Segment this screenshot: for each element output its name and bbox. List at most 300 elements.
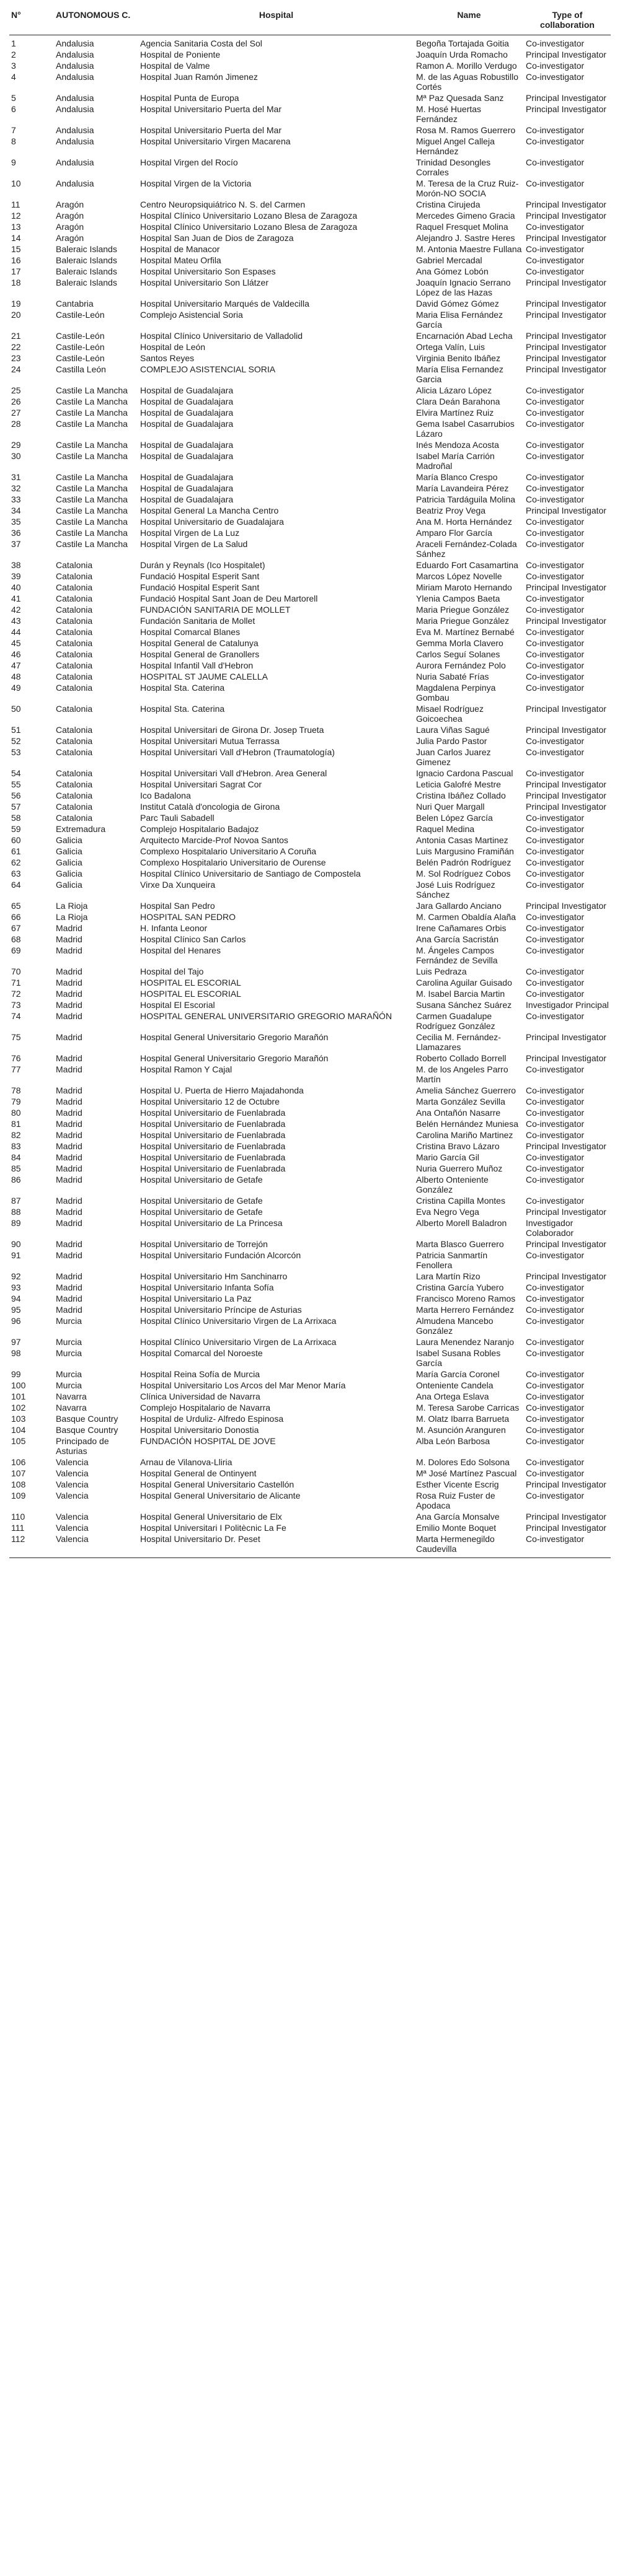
cell-name: Carmen Guadalupe Rodríguez González xyxy=(416,1011,495,1031)
table-row xyxy=(9,331,611,342)
cell-hospital: Hospital de Guadalajara xyxy=(140,494,234,504)
cell-hospital: Hospital Mateu Orfila xyxy=(140,255,221,265)
cell-name: Cristina Ibáñez Collado xyxy=(416,791,506,800)
cell-collaboration-type: Co-investigator xyxy=(526,1064,585,1074)
cell-collaboration-type: Co-investigator xyxy=(526,560,585,570)
cell-region: Extremadura xyxy=(56,824,106,834)
cell-hospital: Hospital Clínico Universitario de Valladolid xyxy=(140,331,303,341)
table-row xyxy=(9,605,611,616)
cell-name: M. Olatz Ibarra Barrueta xyxy=(416,1414,510,1424)
cell-number: 96 xyxy=(11,1316,21,1326)
cell-hospital: Agencia Sanitaria Costa del Sol xyxy=(140,38,262,48)
table-row xyxy=(9,880,611,901)
table-row xyxy=(9,923,611,934)
cell-region: Madrid xyxy=(56,1152,82,1162)
cell-name: David Gómez Gómez xyxy=(416,299,499,309)
cell-hospital: Hospital Universitario Marqués de Valdecilla xyxy=(140,299,309,309)
cell-region: Madrid xyxy=(56,1119,82,1129)
cell-region: Catalonia xyxy=(56,594,93,603)
cell-number: 53 xyxy=(11,747,21,757)
cell-number: 112 xyxy=(9,1534,54,1558)
cell-region: Galicia xyxy=(56,857,82,867)
cell-name: Marta Herrero Fernández xyxy=(416,1305,514,1315)
cell-collaboration-type: Principal Investigator xyxy=(526,791,606,800)
cell-hospital: Hospital General Universitario Castellón xyxy=(140,1479,294,1489)
table-row xyxy=(9,310,611,331)
cell-region: Madrid xyxy=(56,1032,82,1042)
cell-region: Valencia xyxy=(56,1523,89,1533)
cell-collaboration-type: Co-investigator xyxy=(526,1491,585,1500)
cell-collaboration-type: Principal Investigator xyxy=(526,233,606,243)
cell-name: M. Dolores Edo Solsona xyxy=(416,1457,510,1467)
cell-number: 51 xyxy=(11,725,21,735)
cell-hospital: Arquitecto Marcide-Prof Novoa Santos xyxy=(140,835,288,845)
cell-region: Madrid xyxy=(56,1250,82,1260)
cell-hospital: Complejo Hospitalario Badajoz xyxy=(140,824,259,834)
table-row xyxy=(9,616,611,627)
table-row xyxy=(9,1282,611,1294)
table-row xyxy=(9,1097,611,1108)
table-row xyxy=(9,299,611,310)
cell-name: Joaquín Urda Romacho xyxy=(416,50,508,59)
cell-collaboration-type: Co-investigator xyxy=(526,1294,585,1303)
cell-hospital: Complexo Hospitalario Universitario A Coruña xyxy=(140,846,317,856)
cell-name: Aurora Fernández Polo xyxy=(416,660,506,670)
cell-collaboration-type: Co-investigator xyxy=(526,966,585,976)
cell-hospital: Hospital Universitario Fundación Alcorcón xyxy=(140,1250,301,1260)
cell-name: Raquel Medina xyxy=(416,824,475,834)
cell-region: Basque Country xyxy=(56,1425,118,1435)
cell-name: Francisco Moreno Ramos xyxy=(416,1294,516,1303)
table-row xyxy=(9,1491,611,1512)
cell-name: Alba León Barbosa xyxy=(416,1436,490,1446)
cell-collaboration-type: Principal Investigator xyxy=(526,1053,606,1063)
cell-name: Araceli Fernández-Colada Sánhez xyxy=(416,539,517,559)
cell-region: Murcia xyxy=(56,1337,82,1347)
table-row xyxy=(9,255,611,266)
cell-name: Maria Priegue González xyxy=(416,616,510,626)
table-row xyxy=(9,1337,611,1348)
cell-region: Madrid xyxy=(56,1207,82,1217)
table-row xyxy=(9,506,611,517)
cell-region: Castile-León xyxy=(56,353,105,363)
table-row xyxy=(9,1425,611,1436)
table-row xyxy=(9,136,611,157)
cell-hospital: Hospital Ramon Y Cajal xyxy=(140,1064,232,1074)
cell-region: Castile La Mancha xyxy=(56,419,128,429)
cell-name: Cristina García Yubero xyxy=(416,1282,504,1292)
table-row xyxy=(9,211,611,222)
cell-collaboration-type: Co-investigator xyxy=(526,419,585,429)
cell-collaboration-type: Co-investigator xyxy=(526,638,585,648)
table-row xyxy=(9,517,611,528)
cell-region: Madrid xyxy=(56,1141,82,1151)
cell-hospital: Hospital Juan Ramón Jimenez xyxy=(140,72,258,82)
cell-name: Ylenia Campos Baeta xyxy=(416,594,500,603)
cell-hospital: Hospital Universitario Príncipe de Asturias xyxy=(140,1305,302,1315)
cell-region: Castile-León xyxy=(56,331,105,341)
cell-collaboration-type: Co-investigator xyxy=(526,483,585,493)
table-row xyxy=(9,966,611,978)
cell-hospital: Complejo Hospitalario de Navarra xyxy=(140,1403,271,1413)
cell-collaboration-type: Co-investigator xyxy=(526,494,585,504)
table-row xyxy=(9,72,611,93)
cell-number: 47 xyxy=(11,660,21,670)
cell-hospital: Hospital Universitario Hm Sanchinarro xyxy=(140,1271,288,1281)
table-row xyxy=(9,683,611,704)
cell-collaboration-type: Co-investigator xyxy=(526,978,585,988)
table-row xyxy=(9,638,611,649)
table-row xyxy=(9,342,611,353)
cell-region: Catalonia xyxy=(56,802,93,812)
cell-region: Castile La Mancha xyxy=(56,517,128,527)
cell-name: Elvira Martínez Ruiz xyxy=(416,408,494,418)
cell-name: Julia Pardo Pastor xyxy=(416,736,487,746)
cell-region: Castile La Mancha xyxy=(56,506,128,515)
cell-hospital: Hospital de Guadalajara xyxy=(140,440,234,450)
table-row xyxy=(9,1053,611,1064)
cell-region: Valencia xyxy=(54,1534,138,1558)
table-row xyxy=(9,1316,611,1337)
cell-region: Castile La Mancha xyxy=(56,385,128,395)
cell-hospital: Hospital Universitari Vall d'Hebron. Area General xyxy=(140,768,327,778)
cell-number: 76 xyxy=(11,1053,21,1063)
table-row xyxy=(9,1380,611,1391)
cell-collaboration-type: Co-investigator xyxy=(526,136,585,146)
cell-collaboration-type: Co-investigator xyxy=(526,385,585,395)
cell-number: 108 xyxy=(11,1479,26,1489)
cell-number: 8 xyxy=(11,136,16,146)
cell-collaboration-type: Co-investigator xyxy=(526,255,585,265)
cell-collaboration-type: Investigador Colaborador xyxy=(526,1218,574,1238)
cell-hospital: Hospital de Guadalajara xyxy=(140,419,234,429)
cell-number: 90 xyxy=(11,1239,21,1249)
cell-collaboration-type: Principal Investigator xyxy=(526,342,606,352)
cell-collaboration-type: Principal Investigator xyxy=(526,1512,606,1522)
cell-number: 31 xyxy=(11,472,21,482)
cell-hospital: Hospital Clínico Universitario Virgen de La Arrixaca xyxy=(140,1316,337,1326)
cell-collaboration-type: Co-investigator xyxy=(526,440,585,450)
cell-hospital: Durán y Reynals (Ico Hospitalet) xyxy=(140,560,265,570)
cell-number: 4 xyxy=(11,72,16,82)
cell-number: 83 xyxy=(11,1141,21,1151)
cell-name: Marta González Sevilla xyxy=(416,1097,505,1106)
cell-region: Castile La Mancha xyxy=(56,472,128,482)
cell-name: Laura Menendez Naranjo xyxy=(416,1337,514,1347)
cell-collaboration-type: Co-investigator xyxy=(526,683,585,693)
cell-collaboration-type: Co-investigator xyxy=(526,846,585,856)
cell-collaboration-type: Co-investigator xyxy=(526,923,585,933)
cell-number: 28 xyxy=(11,419,21,429)
cell-name: M. Isabel Barcia Martin xyxy=(416,989,505,999)
table-row xyxy=(9,1348,611,1369)
table-row xyxy=(9,1436,611,1457)
cell-number: 68 xyxy=(11,934,21,944)
cell-collaboration-type: Co-investigator xyxy=(526,945,585,955)
cell-collaboration-type: Co-investigator xyxy=(526,605,585,615)
cell-hospital: Hospital Clínico Universitario Lozano Blesa de Zaragoza xyxy=(140,211,358,221)
cell-hospital: Hospital Universitario Son Espases xyxy=(140,266,276,276)
cell-collaboration-type: Co-investigator xyxy=(526,1414,585,1424)
table-row xyxy=(9,1534,611,1558)
cell-number: 20 xyxy=(11,310,21,320)
cell-number: 9 xyxy=(11,157,16,167)
cell-name: Eduardo Fort Casamartina xyxy=(416,560,518,570)
cell-name: María Lavandeira Pérez xyxy=(416,483,509,493)
cell-region: Aragón xyxy=(56,211,84,221)
cell-region: Catalonia xyxy=(56,791,93,800)
cell-collaboration-type: Co-investigator xyxy=(526,857,585,867)
cell-name: Patricia Sanmartín Fenollera xyxy=(416,1250,488,1270)
cell-number: 45 xyxy=(11,638,21,648)
cell-name: Amelia Sánchez Guerrero xyxy=(416,1085,516,1095)
cell-region: Andalusia xyxy=(56,50,94,59)
cell-collaboration-type: Co-investigator xyxy=(526,1119,585,1129)
cell-number: 17 xyxy=(11,266,21,276)
header-num: N° xyxy=(9,7,54,35)
cell-name: Misael Rodríguez Goicoechea xyxy=(416,704,484,724)
table-row xyxy=(9,824,611,835)
cell-hospital: Institut Català d'oncologia de Girona xyxy=(140,802,280,812)
cell-hospital: Hospital Virgen de La Salud xyxy=(140,539,248,549)
cell-hospital: Hospital de Guadalajara xyxy=(140,396,234,406)
cell-hospital: Hospital Infantil Vall d'Hebron xyxy=(140,660,254,670)
cell-name: José Luis Rodríguez Sánchez xyxy=(416,880,495,900)
cell-region: Catalonia xyxy=(56,768,93,778)
cell-collaboration-type: Co-investigator xyxy=(526,1457,585,1467)
table-row xyxy=(9,353,611,364)
cell-region: Andalusia xyxy=(56,125,94,135)
table-row xyxy=(9,704,611,725)
cell-name: Maria Elisa Fernández García xyxy=(416,310,503,330)
cell-region: Castile La Mancha xyxy=(56,528,128,538)
table-row xyxy=(9,1152,611,1163)
cell-hospital: Hospital de Guadalajara xyxy=(140,472,234,482)
table-row xyxy=(9,1064,611,1085)
cell-hospital: Hospital General de Catalunya xyxy=(140,638,259,648)
cell-hospital: Clínica Universidad de Navarra xyxy=(140,1391,260,1401)
table-row xyxy=(9,791,611,802)
cell-region: Catalonia xyxy=(56,747,93,757)
cell-collaboration-type: Co-investigator xyxy=(526,1175,585,1185)
table-row xyxy=(9,408,611,419)
cell-region: Basque Country xyxy=(56,1414,118,1424)
cell-number: 86 xyxy=(11,1175,21,1185)
cell-number: 57 xyxy=(11,802,21,812)
cell-hospital: Hospital Clínico Universitario Virgen de La Arrixaca xyxy=(140,1337,337,1347)
cell-number: 106 xyxy=(11,1457,26,1467)
cell-region: Andalusia xyxy=(56,104,94,114)
cell-number: 7 xyxy=(11,125,16,135)
cell-collaboration-type: Co-investigator xyxy=(526,1097,585,1106)
cell-collaboration-type: Co-investigator xyxy=(526,451,585,461)
cell-name: Ignacio Cardona Pascual xyxy=(416,768,513,778)
cell-hospital: Fundació Hospital Esperit Sant xyxy=(140,582,260,592)
cell-number: 29 xyxy=(11,440,21,450)
cell-collaboration-type: Co-investigator xyxy=(526,1425,585,1435)
cell-number: 73 xyxy=(11,1000,21,1010)
cell-number: 18 xyxy=(11,278,21,287)
cell-hospital: Hospital Universitario de Getafe xyxy=(140,1207,263,1217)
cell-name: Rosa M. Ramos Guerrero xyxy=(416,125,516,135)
table-row xyxy=(9,472,611,483)
cell-hospital: Hospital Universitario de Fuenlabrada xyxy=(140,1119,286,1129)
cell-hospital: Hospital Virgen de la Victoria xyxy=(140,178,252,188)
table-row xyxy=(9,1468,611,1479)
cell-name: Inés Mendoza Acosta xyxy=(416,440,499,450)
cell-collaboration-type: Co-investigator xyxy=(526,835,585,845)
cell-region: Madrid xyxy=(56,945,82,955)
cell-region: Madrid xyxy=(56,1163,82,1173)
cell-name: Amparo Flor García xyxy=(416,528,492,538)
cell-region: Madrid xyxy=(56,1196,82,1206)
collaborators-table xyxy=(9,7,611,1558)
header-type: Type of collaboration xyxy=(524,7,611,35)
cell-name: María Blanco Crespo xyxy=(416,472,498,482)
cell-collaboration-type: Principal Investigator xyxy=(526,299,606,309)
cell-number: 60 xyxy=(11,835,21,845)
cell-name: Irene Cañamares Orbis xyxy=(416,923,507,933)
cell-hospital: Hospital de León xyxy=(140,342,206,352)
table-row xyxy=(9,539,611,560)
cell-number: 44 xyxy=(11,627,21,637)
cell-number: 75 xyxy=(11,1032,21,1042)
cell-number: 22 xyxy=(11,342,21,352)
cell-hospital: Fundación Sanitaria de Mollet xyxy=(140,616,255,626)
cell-region: Madrid xyxy=(56,923,82,933)
cell-number: 12 xyxy=(11,211,21,221)
cell-collaboration-type: Co-investigator xyxy=(526,768,585,778)
cell-region: Catalonia xyxy=(56,672,93,681)
cell-region: Madrid xyxy=(56,1011,82,1021)
cell-number: 69 xyxy=(11,945,21,955)
cell-number: 61 xyxy=(11,846,21,856)
cell-number: 81 xyxy=(11,1119,21,1129)
cell-collaboration-type: Co-investigator xyxy=(526,1337,585,1347)
cell-hospital: Parc Tauli Sabadell xyxy=(140,813,215,823)
table-row xyxy=(9,222,611,233)
cell-name: Magdalena Perpinya Gombau xyxy=(416,683,496,703)
cell-number: 85 xyxy=(11,1163,21,1173)
cell-name: Nuria Sabaté Frías xyxy=(416,672,489,681)
cell-number: 16 xyxy=(11,255,21,265)
cell-hospital: Hospital Universitari Mutua Terrassa xyxy=(140,736,280,746)
cell-number: 77 xyxy=(11,1064,21,1074)
table-row xyxy=(9,157,611,178)
cell-number: 65 xyxy=(11,901,21,911)
cell-collaboration-type: Co-investigator xyxy=(526,824,585,834)
cell-collaboration-type: Principal Investigator xyxy=(526,50,606,59)
cell-hospital: Hospital Punta de Europa xyxy=(140,93,239,103)
table-row xyxy=(9,649,611,660)
cell-hospital: Virxe Da Xunqueira xyxy=(140,880,216,890)
table-row xyxy=(9,1000,611,1011)
cell-number: 98 xyxy=(11,1348,21,1358)
cell-name: Joaquín Ignacio Serrano López de las Hazas xyxy=(416,278,511,297)
cell-name: Miguel Angel Calleja Hernández xyxy=(416,136,495,156)
cell-collaboration-type: Co-investigator xyxy=(524,1534,611,1558)
table-body xyxy=(9,35,611,1558)
cell-hospital: Hospital Universitario de Fuenlabrada xyxy=(140,1130,286,1140)
cell-region: Castile La Mancha xyxy=(56,483,128,493)
cell-hospital: Hospital Clínico Universitario Lozano Blesa de Zaragoza xyxy=(140,222,358,232)
table-row xyxy=(9,50,611,61)
cell-region: Catalonia xyxy=(56,704,93,714)
table-row xyxy=(9,178,611,199)
cell-region: Madrid xyxy=(56,1271,82,1281)
cell-region: Catalonia xyxy=(56,725,93,735)
cell-region: Castile La Mancha xyxy=(56,451,128,461)
cell-hospital: Hospital Universitario Virgen Macarena xyxy=(140,136,291,146)
cell-number: 21 xyxy=(11,331,21,341)
cell-number: 100 xyxy=(11,1380,26,1390)
cell-name: Roberto Collado Borrell xyxy=(416,1053,507,1063)
table-row xyxy=(9,1512,611,1523)
cell-name: M. Antonia Maestre Fullana xyxy=(416,244,522,254)
cell-hospital: Hospital General de Ontinyent xyxy=(140,1468,257,1478)
cell-region: Madrid xyxy=(56,978,82,988)
cell-number: 62 xyxy=(11,857,21,867)
cell-collaboration-type: Co-investigator xyxy=(526,1369,585,1379)
cell-region: Valencia xyxy=(56,1512,89,1522)
cell-hospital: Hospital Universitario Los Arcos del Mar Menor María xyxy=(140,1380,346,1390)
cell-region: Valencia xyxy=(56,1491,89,1500)
cell-region: Catalonia xyxy=(56,660,93,670)
cell-number: 32 xyxy=(11,483,21,493)
cell-hospital: Hospital Clínico Universitario de Santiago de Compostela xyxy=(140,869,361,878)
cell-hospital: Hospital San Juan de Dios de Zaragoza xyxy=(140,233,294,243)
cell-number: 50 xyxy=(11,704,21,714)
cell-collaboration-type: Co-investigator xyxy=(526,649,585,659)
cell-region: Navarra xyxy=(56,1391,87,1401)
cell-collaboration-type: Principal Investigator xyxy=(526,104,606,114)
cell-collaboration-type: Principal Investigator xyxy=(526,331,606,341)
cell-number: 67 xyxy=(11,923,21,933)
cell-hospital: Hospital General Universitario de Alicante xyxy=(140,1491,301,1500)
table-row xyxy=(9,125,611,136)
cell-collaboration-type: Principal Investigator xyxy=(526,1479,606,1489)
cell-region: Andalusia xyxy=(56,61,94,71)
cell-hospital: Hospital Universitari de Girona Dr. Josep Trueta xyxy=(140,725,324,735)
cell-name: Marta Blasco Guerrero xyxy=(416,1239,504,1249)
cell-hospital: Hospital Sta. Caterina xyxy=(140,683,225,693)
cell-region: Murcia xyxy=(56,1316,82,1326)
cell-number: 5 xyxy=(11,93,16,103)
cell-number: 15 xyxy=(11,244,21,254)
cell-collaboration-type: Co-investigator xyxy=(526,1130,585,1140)
cell-number: 80 xyxy=(11,1108,21,1118)
cell-number: 64 xyxy=(11,880,21,890)
table-row xyxy=(9,1369,611,1380)
cell-name: Eva M. Martínez Bernabé xyxy=(416,627,515,637)
cell-region: Madrid xyxy=(56,1130,82,1140)
table-row xyxy=(9,244,611,255)
cell-region: Catalonia xyxy=(56,649,93,659)
cell-number: 87 xyxy=(11,1196,21,1206)
cell-region: Principado de Asturias xyxy=(56,1436,109,1456)
cell-hospital: Hospital del Tajo xyxy=(140,966,204,976)
cell-region: Galicia xyxy=(56,869,82,878)
cell-number: 95 xyxy=(11,1305,21,1315)
cell-number: 58 xyxy=(11,813,21,823)
cell-number: 46 xyxy=(11,649,21,659)
cell-region: Madrid xyxy=(56,1097,82,1106)
cell-collaboration-type: Principal Investigator xyxy=(526,364,606,374)
cell-hospital: FUNDACIÓN SANITARIA DE MOLLET xyxy=(140,605,291,615)
cell-collaboration-type: Co-investigator xyxy=(526,266,585,276)
cell-name: Juan Carlos Juarez Gimenez xyxy=(416,747,491,767)
cell-name: M. Sol Rodríguez Cobos xyxy=(416,869,511,878)
